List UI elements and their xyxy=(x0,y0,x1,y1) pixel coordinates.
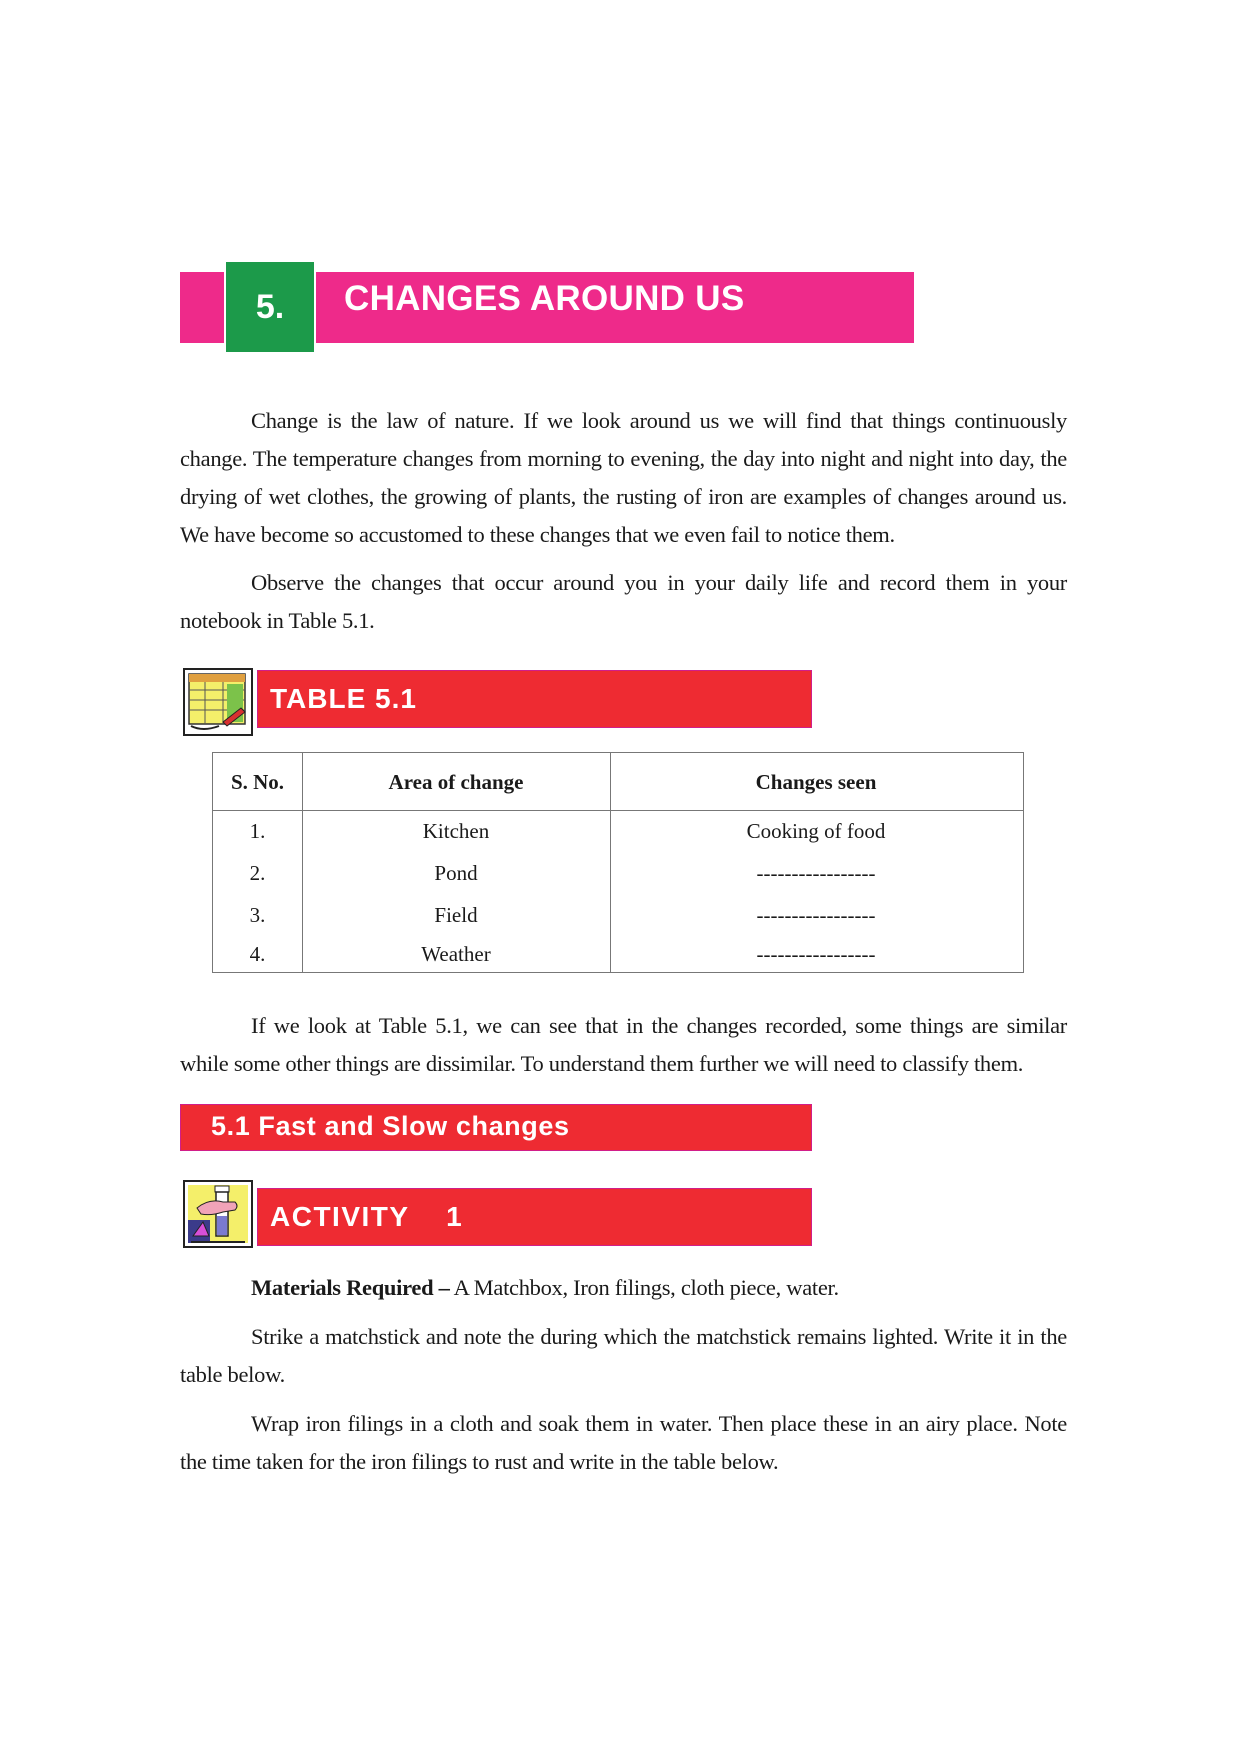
chapter-title: CHANGES AROUND US xyxy=(344,279,745,318)
intro-paragraph-1: Change is the law of nature. If we look around us we will find that things continuously change. The temperature changes from morning to evening, the day into night and night into day, the drying of wet clothes, the growing of plants, the rusting of iron are examples of changes around us. We have become so accustomed to these changes that we even fail to notice them. xyxy=(180,408,1067,547)
table-cell: ----------------- xyxy=(756,861,876,885)
table-cell: ----------------- xyxy=(756,942,876,966)
table-cell: Kitchen xyxy=(422,819,490,843)
table-cell: ----------------- xyxy=(756,903,876,927)
materials-label: Materials Required – xyxy=(251,1275,450,1300)
changes-table xyxy=(212,752,1024,973)
table-cell: Weather xyxy=(421,942,491,966)
materials-required: Materials Required – A Matchbox, Iron filings, cloth piece, water. xyxy=(251,1275,839,1300)
table-cell: Pond xyxy=(434,861,478,885)
table-header-changes: Changes seen xyxy=(755,770,877,794)
section-heading: 5.1 Fast and Slow changes xyxy=(180,1104,812,1151)
table-title-banner: TABLE 5.1 xyxy=(257,670,812,728)
table-chart-icon xyxy=(183,668,253,736)
table-header-sno: S. No. xyxy=(230,770,285,794)
test-tube-hand-icon xyxy=(183,1180,253,1248)
after-table-paragraph: If we look at Table 5.1, we can see that in the changes recorded, some things are similar while some other things are dissimilar. To understand them further we will need to classify them. xyxy=(180,1013,1067,1076)
table-cell: 2. xyxy=(249,861,266,885)
table-cell: 1. xyxy=(249,819,266,843)
table-header-divider xyxy=(213,810,1023,811)
intro-paragraph-2: Observe the changes that occur around you in your daily life and record them in your notebook in Table 5.1. xyxy=(180,570,1067,633)
table-cell: Cooking of food xyxy=(746,819,886,843)
chapter-number: 5. xyxy=(224,262,316,352)
table-cell: 4. xyxy=(249,942,266,966)
activity-title-banner: ACTIVITY 1 xyxy=(257,1188,812,1246)
activity-paragraph-1: Strike a matchstick and note the during which the matchstick remains lighted. Write it in the table below. xyxy=(180,1324,1067,1387)
table-header-area: Area of change xyxy=(388,770,524,794)
activity-paragraph-2: Wrap iron filings in a cloth and soak them in water. Then place these in an airy place. Note the time taken for the iron filings to rust and write in the table below. xyxy=(180,1411,1067,1474)
table-cell: Field xyxy=(434,903,478,927)
table-cell: 3. xyxy=(249,903,266,927)
